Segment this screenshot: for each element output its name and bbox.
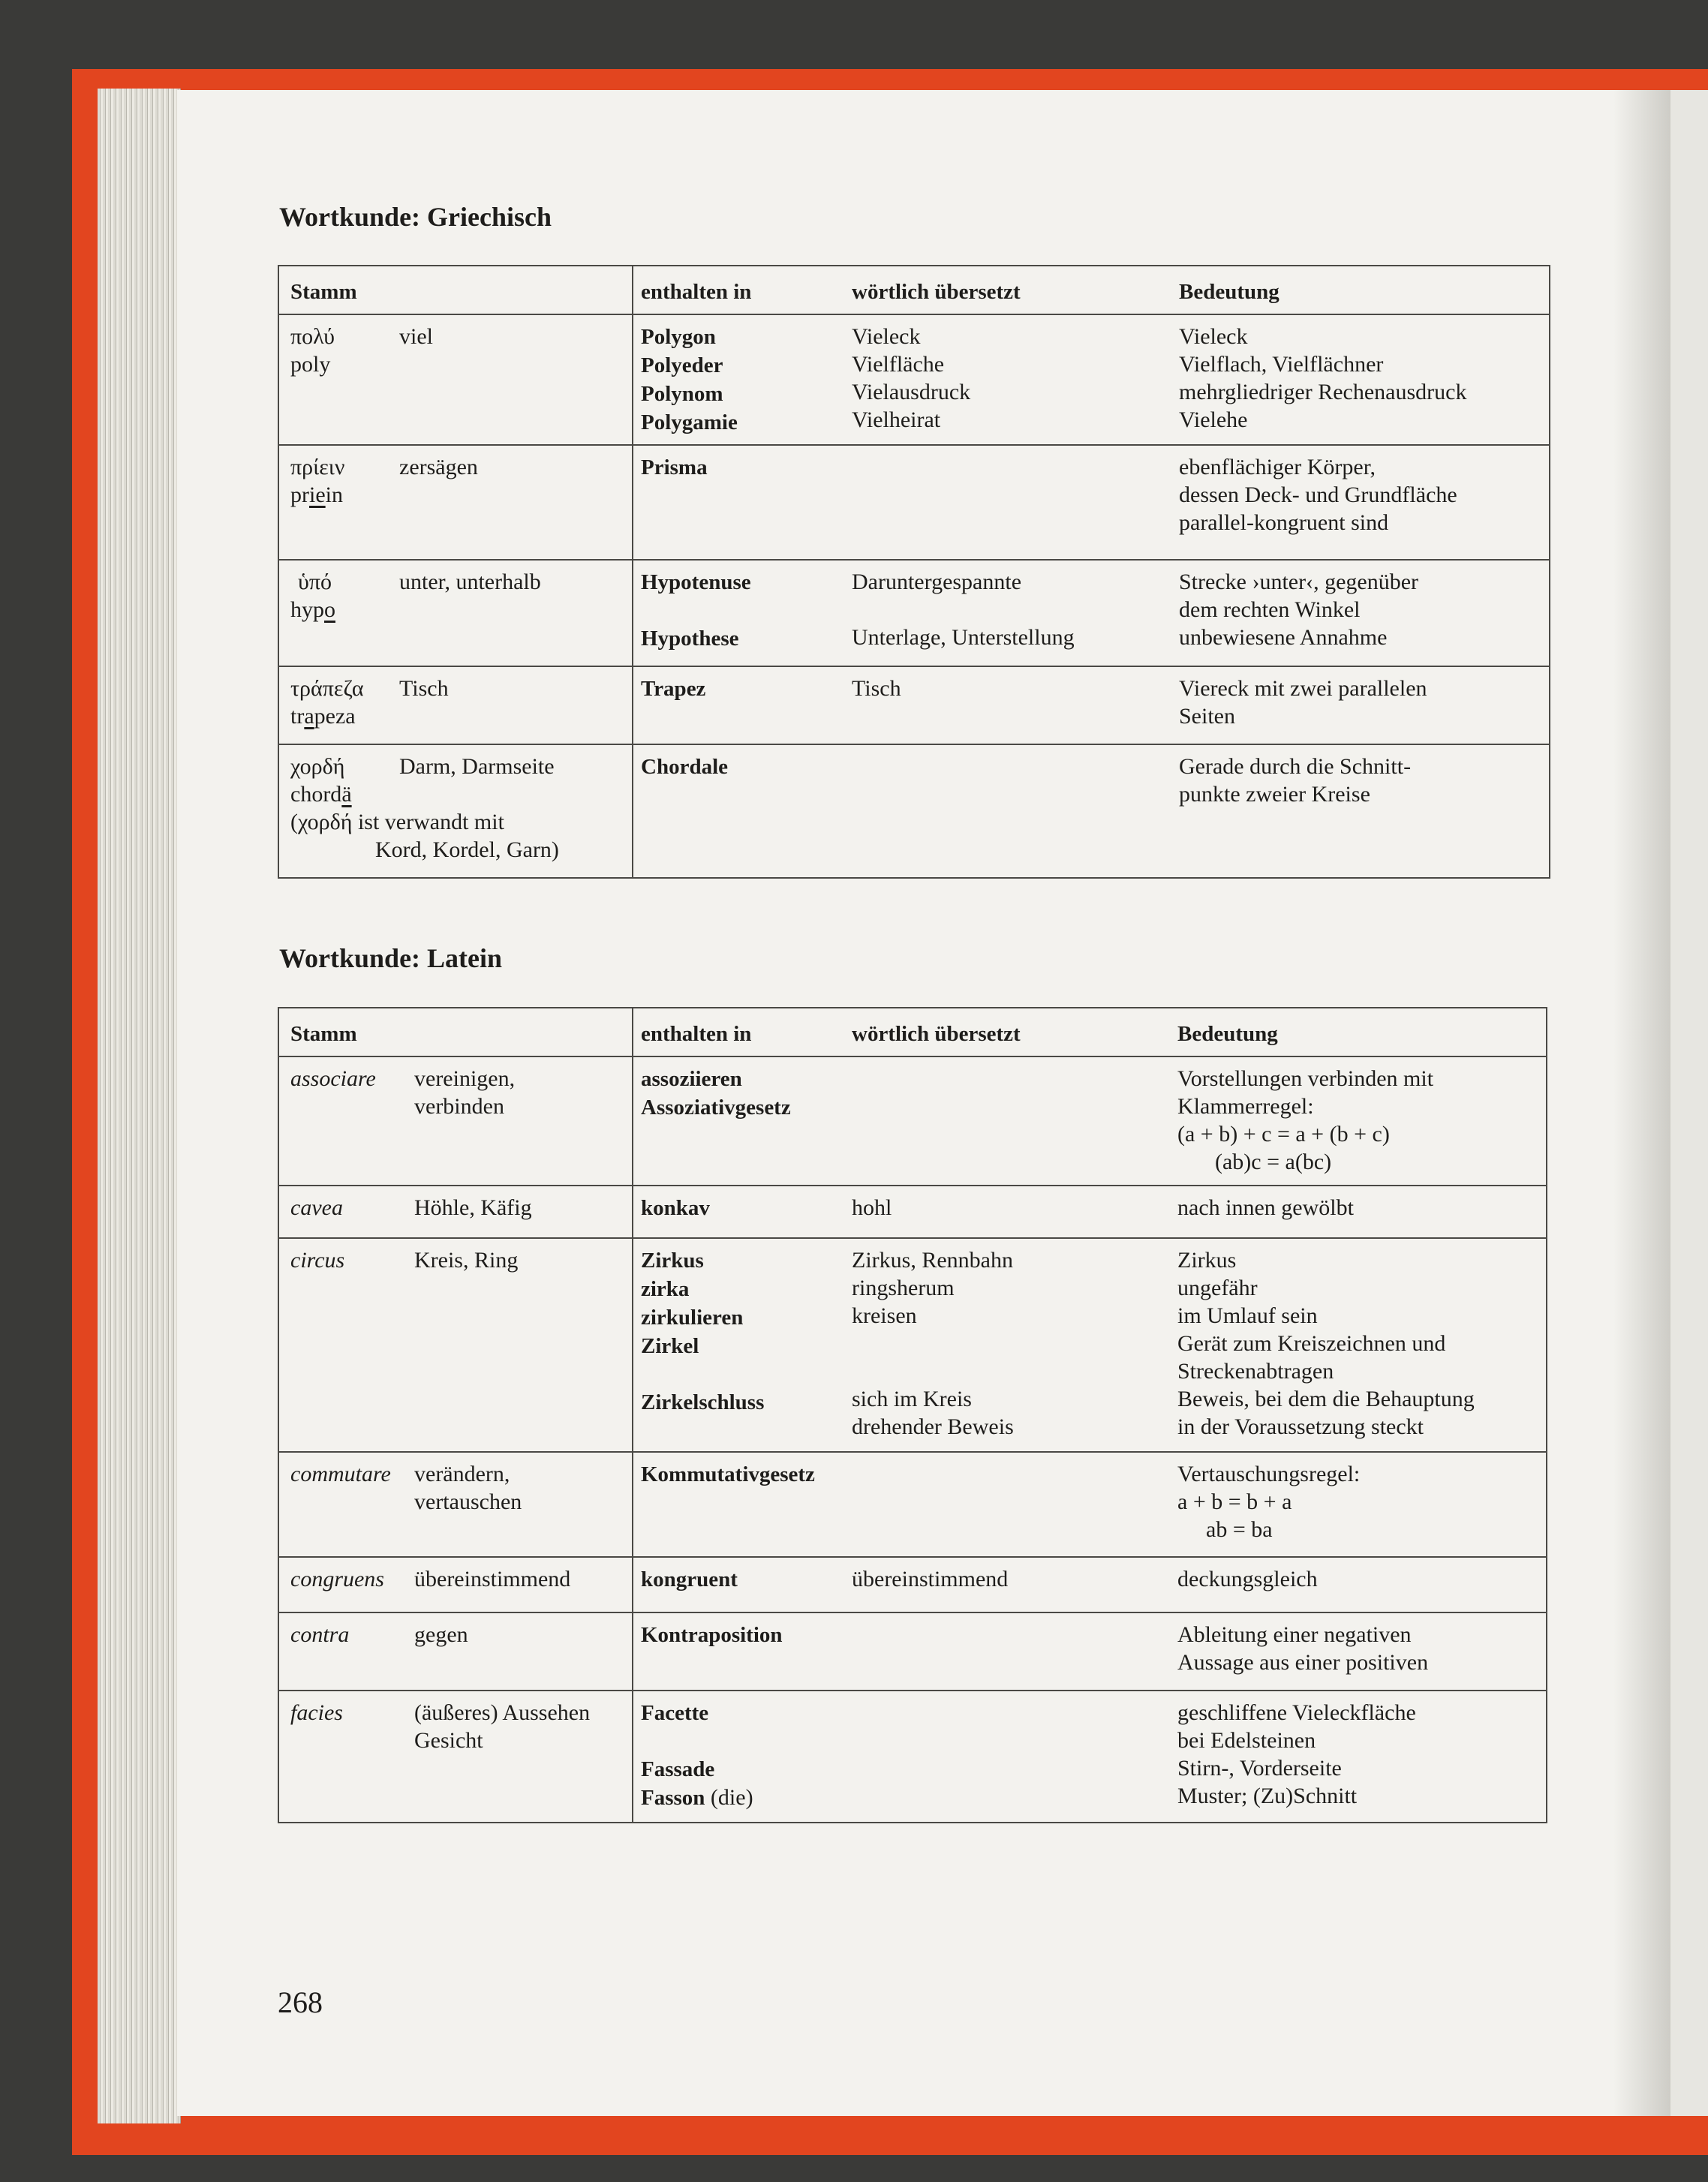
literal-cell bbox=[852, 314, 1179, 445]
meaning-cell bbox=[1179, 445, 1550, 560]
term: zirkulieren bbox=[641, 1306, 744, 1330]
transliteration: poly bbox=[290, 352, 331, 377]
meaning-line: ungefähr bbox=[1177, 1276, 1258, 1300]
literal-cell bbox=[852, 1238, 1177, 1452]
greek-word: πολύ bbox=[290, 324, 335, 349]
meaning-line: Beweis, bei dem die Behauptung bbox=[1177, 1387, 1475, 1411]
meaning-cell bbox=[1177, 1557, 1547, 1612]
stamm-cell bbox=[278, 1186, 633, 1238]
greek-word: τράπεζα bbox=[290, 676, 364, 701]
literal: Vielfläche bbox=[852, 352, 945, 377]
table-row bbox=[278, 1612, 1547, 1691]
meaning-line: Viereck mit zwei parallelen bbox=[1179, 676, 1427, 701]
table-row bbox=[278, 1452, 1547, 1557]
meaning-cell bbox=[1177, 1452, 1547, 1557]
header-bedeutung: Bedeutung bbox=[1179, 266, 1550, 314]
term: konkav bbox=[641, 1196, 710, 1220]
greek-word: πρίειν bbox=[290, 455, 345, 479]
term: Facette bbox=[641, 1701, 709, 1725]
term: Hypothese bbox=[641, 627, 739, 651]
meaning-line: Vieleck bbox=[1179, 324, 1248, 349]
stamm-cell bbox=[278, 1056, 633, 1186]
meaning-line: Vertauschungsregel: bbox=[1177, 1462, 1361, 1486]
latin-word: congruens bbox=[290, 1567, 384, 1591]
meaning-line: parallel-kongruent sind bbox=[1179, 510, 1389, 535]
terms-cell bbox=[633, 1452, 852, 1557]
stamm-meaning: Tisch bbox=[399, 676, 449, 701]
etymology-note: (χορδή ist verwandt mit bbox=[290, 810, 504, 834]
literal: sich im Kreis bbox=[852, 1387, 972, 1411]
stamm-cell bbox=[278, 744, 633, 878]
meaning-line: dessen Deck- und Grundfläche bbox=[1179, 482, 1457, 507]
term: Fassade bbox=[641, 1757, 715, 1781]
meaning-line: Streckenabtragen bbox=[1177, 1359, 1334, 1384]
table-header-row bbox=[278, 1008, 1547, 1056]
stamm-meaning: verändern, vertauschen bbox=[414, 1462, 522, 1514]
meaning-line: Gerät zum Kreiszeichnen und bbox=[1177, 1331, 1446, 1356]
literal: ringsherum bbox=[852, 1276, 955, 1300]
term: Zirkus bbox=[641, 1249, 704, 1273]
term: Polygamie bbox=[641, 410, 738, 434]
table-row bbox=[278, 1691, 1547, 1823]
meaning-line: Gerade durch die Schnitt- bbox=[1179, 754, 1412, 779]
stamm-cell bbox=[278, 666, 633, 744]
literal: hohl bbox=[852, 1195, 892, 1220]
terms-cell bbox=[633, 1186, 852, 1238]
stamm-cell bbox=[278, 560, 633, 666]
meaning-line: Seiten bbox=[1179, 704, 1235, 729]
stamm-cell bbox=[278, 1452, 633, 1557]
meaning-line: dem rechten Winkel bbox=[1179, 597, 1361, 622]
meaning-line: in der Voraussetzung steckt bbox=[1177, 1414, 1424, 1439]
term: Zirkel bbox=[641, 1334, 699, 1358]
terms-cell bbox=[633, 445, 852, 560]
page-number: 268 bbox=[278, 1985, 323, 2019]
table-row bbox=[278, 1238, 1547, 1452]
meaning-line: ebenflächiger Körper, bbox=[1179, 455, 1376, 479]
section-title-greek: Wortkunde: Griechisch bbox=[279, 202, 552, 232]
header-woertlich: wörtlich übersetzt bbox=[852, 1008, 1177, 1056]
table-row bbox=[278, 744, 1550, 878]
literal: Vieleck bbox=[852, 324, 921, 349]
table-header-row bbox=[278, 266, 1550, 314]
stamm-meaning: Darm, Darmseite bbox=[399, 754, 555, 779]
term: Kontraposition bbox=[641, 1623, 783, 1647]
meaning-line: bei Edelsteinen bbox=[1177, 1728, 1316, 1753]
header-enthalten-in: enthalten in bbox=[633, 1008, 852, 1056]
formula: a + b = b + a bbox=[1177, 1489, 1292, 1514]
meaning-line: Zirkus bbox=[1177, 1248, 1237, 1273]
literal: Daruntergespannte bbox=[852, 570, 1022, 594]
literal: kreisen bbox=[852, 1303, 917, 1328]
meaning-cell bbox=[1179, 744, 1550, 878]
literal-cell bbox=[852, 666, 1179, 744]
table-row bbox=[278, 560, 1550, 666]
facing-page bbox=[1670, 90, 1708, 2116]
etymology-note: Kord, Kordel, Garn) bbox=[375, 837, 559, 862]
transliteration: hypo bbox=[290, 597, 335, 622]
greek-word-table bbox=[278, 265, 1550, 879]
term: Chordale bbox=[641, 755, 728, 779]
meaning-line: Muster; (Zu)Schnitt bbox=[1177, 1784, 1358, 1808]
stamm-cell bbox=[278, 314, 633, 445]
meaning-line: Stirn-, Vorderseite bbox=[1177, 1756, 1342, 1781]
latin-word: circus bbox=[290, 1248, 345, 1273]
term: Trapez bbox=[641, 677, 706, 701]
transliteration: chordä bbox=[290, 782, 352, 807]
stamm-meaning: übereinstimmend bbox=[414, 1567, 571, 1591]
meaning-line: Vielflach, Vielflächner bbox=[1179, 352, 1384, 377]
stamm-cell bbox=[278, 1557, 633, 1612]
meaning-line: punkte zweier Kreise bbox=[1179, 782, 1370, 807]
transliteration: trapeza bbox=[290, 704, 356, 729]
meaning-line: Strecke ›unter‹, gegenüber bbox=[1179, 570, 1419, 594]
term-suffix: (die) bbox=[705, 1785, 753, 1810]
term: zirka bbox=[641, 1277, 690, 1301]
terms-cell bbox=[633, 744, 852, 878]
stamm-meaning: Kreis, Ring bbox=[414, 1248, 519, 1273]
terms-cell bbox=[633, 560, 852, 666]
meaning-cell bbox=[1179, 314, 1550, 445]
term: Kommutativgesetz bbox=[641, 1462, 815, 1486]
term: Polyeder bbox=[641, 353, 723, 377]
formula: (a + b) + c = a + (b + c) bbox=[1177, 1122, 1390, 1147]
literal: Vielheirat bbox=[852, 407, 941, 432]
meaning-line: Vorstellungen verbinden mit bbox=[1177, 1066, 1434, 1091]
meaning-cell bbox=[1179, 560, 1550, 666]
formula: ab = ba bbox=[1206, 1517, 1273, 1542]
table-row bbox=[278, 1056, 1547, 1186]
literal-cell bbox=[852, 1557, 1177, 1612]
greek-word: ὑπό bbox=[298, 570, 332, 594]
term: Polynom bbox=[641, 382, 723, 406]
terms-cell bbox=[633, 1056, 852, 1186]
header-woertlich: wörtlich übersetzt bbox=[852, 266, 1179, 314]
header-bedeutung: Bedeutung bbox=[1177, 1008, 1547, 1056]
stamm-cell bbox=[278, 1691, 633, 1823]
latin-word: commutare bbox=[290, 1462, 391, 1486]
meaning-cell bbox=[1177, 1056, 1547, 1186]
stamm-cell bbox=[278, 1612, 633, 1691]
transliteration: priein bbox=[290, 482, 343, 507]
meaning-cell bbox=[1179, 666, 1550, 744]
terms-cell bbox=[633, 1691, 852, 1823]
meaning-line: deckungsgleich bbox=[1177, 1567, 1318, 1591]
term: Zirkelschluss bbox=[641, 1390, 765, 1414]
literal: Unterlage, Unterstellung bbox=[852, 625, 1075, 650]
table-row bbox=[278, 314, 1550, 445]
table-row bbox=[278, 666, 1550, 744]
terms-cell bbox=[633, 314, 852, 445]
meaning-line: nach innen gewölbt bbox=[1177, 1195, 1354, 1220]
stamm-meaning: vereinigen, verbinden bbox=[414, 1066, 516, 1119]
latin-word: cavea bbox=[290, 1195, 343, 1220]
table-row bbox=[278, 1557, 1547, 1612]
literal-cell bbox=[852, 1186, 1177, 1238]
literal: Zirkus, Rennbahn bbox=[852, 1248, 1013, 1273]
terms-cell bbox=[633, 1612, 852, 1691]
term: Prisma bbox=[641, 455, 708, 479]
latin-word-table bbox=[278, 1007, 1547, 1823]
header-stamm: Stamm bbox=[278, 1008, 633, 1056]
meaning-cell bbox=[1177, 1691, 1547, 1823]
term: Assoziativgesetz bbox=[641, 1096, 791, 1120]
header-stamm: Stamm bbox=[278, 266, 633, 314]
stamm-cell bbox=[278, 1238, 633, 1452]
term: assoziieren bbox=[641, 1067, 742, 1091]
term: kongruent bbox=[641, 1567, 738, 1591]
meaning-cell bbox=[1177, 1612, 1547, 1691]
terms-cell bbox=[633, 1557, 852, 1612]
literal: Vielausdruck bbox=[852, 380, 971, 404]
term: Polygon bbox=[641, 325, 716, 349]
meaning-line: im Umlauf sein bbox=[1177, 1303, 1318, 1328]
stamm-cell bbox=[278, 445, 633, 560]
stamm-meaning: (äußeres) Aussehen Gesicht bbox=[414, 1700, 591, 1753]
latin-word: contra bbox=[290, 1622, 350, 1647]
term: Fasson bbox=[641, 1786, 705, 1810]
meaning-line: geschliffene Vieleckfläche bbox=[1177, 1700, 1416, 1725]
spine-shadow bbox=[1613, 90, 1670, 2116]
meaning-cell bbox=[1177, 1238, 1547, 1452]
table-row bbox=[278, 445, 1550, 560]
latin-word: associare bbox=[290, 1066, 376, 1091]
meaning-cell bbox=[1177, 1186, 1547, 1238]
page-edges bbox=[98, 89, 181, 2123]
meaning-line: unbewiesene Annahme bbox=[1179, 625, 1388, 650]
stamm-meaning: Höhle, Käfig bbox=[414, 1195, 532, 1220]
literal-cell bbox=[852, 1452, 1177, 1557]
term: Hypotenuse bbox=[641, 570, 751, 594]
table-row bbox=[278, 1186, 1547, 1238]
meaning-line: Aussage aus einer positiven bbox=[1177, 1650, 1429, 1675]
latin-word: facies bbox=[290, 1700, 343, 1725]
meaning-line: Klammerregel: bbox=[1177, 1094, 1314, 1119]
literal-cell bbox=[852, 445, 1179, 560]
literal: übereinstimmend bbox=[852, 1567, 1009, 1591]
stamm-meaning: zersägen bbox=[399, 455, 478, 479]
section-title-latin: Wortkunde: Latein bbox=[279, 943, 503, 973]
literal-cell bbox=[852, 1056, 1177, 1186]
stamm-meaning: unter, unterhalb bbox=[399, 570, 541, 594]
literal-cell bbox=[852, 560, 1179, 666]
literal: drehender Beweis bbox=[852, 1414, 1014, 1439]
meaning-line: Ableitung einer negativen bbox=[1177, 1622, 1412, 1647]
greek-word: χορδή bbox=[290, 754, 345, 779]
terms-cell bbox=[633, 666, 852, 744]
stamm-meaning: viel bbox=[399, 324, 433, 349]
terms-cell bbox=[633, 1238, 852, 1452]
literal-cell bbox=[852, 1691, 1177, 1823]
meaning-line: Vielehe bbox=[1179, 407, 1248, 432]
meaning-line: mehrgliedriger Rechenausdruck bbox=[1179, 380, 1467, 404]
formula: (ab)c = a(bc) bbox=[1215, 1150, 1332, 1174]
literal-cell bbox=[852, 744, 1179, 878]
header-enthalten-in: enthalten in bbox=[633, 266, 852, 314]
literal: Tisch bbox=[852, 676, 901, 701]
stamm-meaning: gegen bbox=[414, 1622, 468, 1647]
literal-cell bbox=[852, 1612, 1177, 1691]
